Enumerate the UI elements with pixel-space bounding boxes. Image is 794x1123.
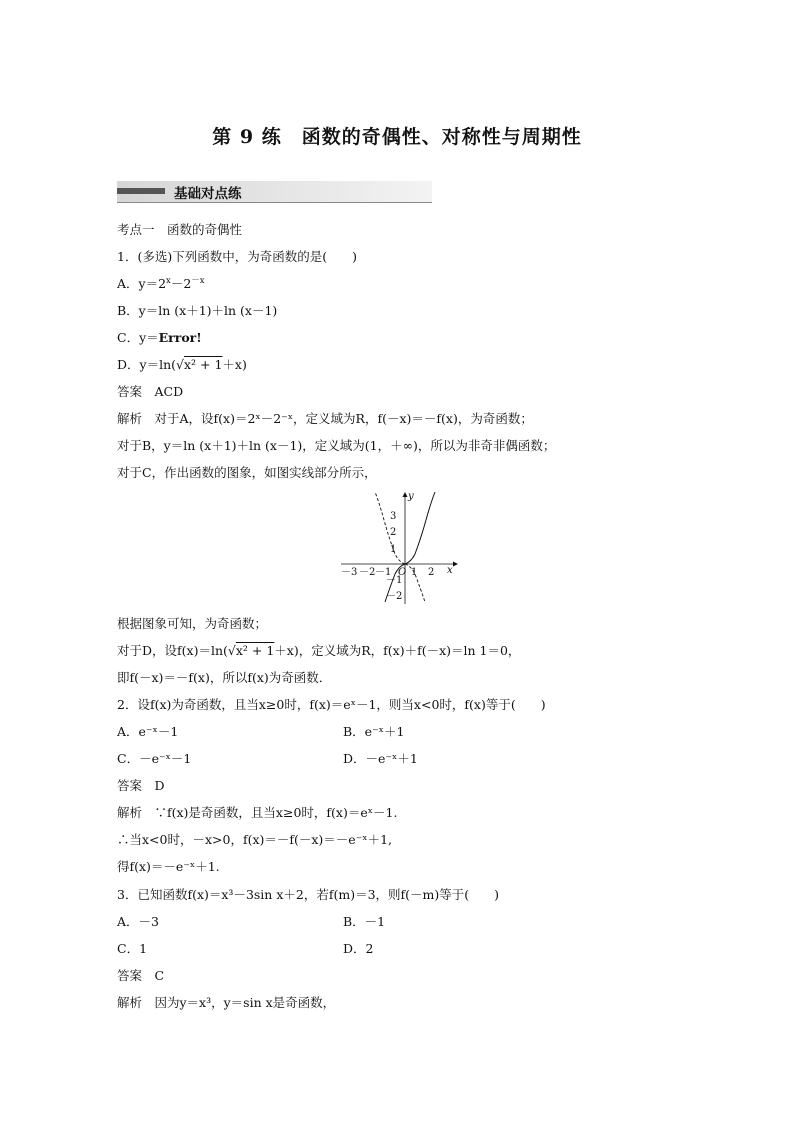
q1-option-a: A．$y=2^x-2^{-x}$ xyxy=(117,276,205,291)
x-tick-label: －3 xyxy=(341,567,358,578)
q1-stem: 1．(多选)下列函数中，为奇函数的是( ) xyxy=(117,249,357,264)
q3-option-c: C．1 xyxy=(117,941,148,956)
y-tick-label: －2 xyxy=(386,591,403,602)
radical-sign: √ xyxy=(227,643,236,658)
q2-solution-line: 解析 ∵f(x)是奇函数，且当x≥0时，f(x)＝eˣ－1. xyxy=(117,805,398,820)
q1-option-d: D．y＝ln(√x² + 1＋x) xyxy=(117,357,247,372)
q1-option-c: C．y＝Error! xyxy=(117,330,202,345)
y-tick-label: 2 xyxy=(390,527,397,538)
q2-option-c: C．－e⁻ˣ－1 xyxy=(117,751,192,766)
q2-answer: 答案 D xyxy=(117,778,165,793)
q2-option-b: B．e⁻ˣ＋1 xyxy=(343,724,405,739)
q1-answer: 答案 ACD xyxy=(117,384,184,399)
q2-option-a: A．e⁻ˣ－1 xyxy=(117,724,179,739)
q2-option-d: D．－e⁻ˣ＋1 xyxy=(343,751,418,766)
q3-solution-line: 解析 因为y＝x³，y＝sin x是奇函数， xyxy=(117,995,336,1010)
q3-option-d: D．2 xyxy=(343,941,374,956)
y-tick-label: 1 xyxy=(390,544,397,555)
q2-stem: 2．设f(x)为奇函数，且当x≥0时，f(x)＝eˣ－1，则当x<0时，f(x)等于( ) xyxy=(117,697,546,712)
page-title: 第 9 练 函数的奇偶性、对称性与周期性 xyxy=(212,126,582,148)
q3-option-a: A．－3 xyxy=(117,914,159,929)
q1-solution-line: 解析 对于A，设f(x)＝2ˣ－2⁻ˣ，定义域为R，f(－x)＝－f(x)，为奇函数； xyxy=(117,411,533,426)
x-axis-arrow xyxy=(453,562,458,567)
q2-solution-line: 得f(x)＝－e⁻ˣ＋1. xyxy=(117,859,220,874)
x-tick-label: －2 xyxy=(359,567,376,578)
section-rule xyxy=(117,202,432,203)
q3-answer: 答案 C xyxy=(117,968,165,983)
topic-heading: 考点一 函数的奇偶性 xyxy=(117,222,243,237)
y-tick-label: 3 xyxy=(390,511,397,522)
q1-solution-line: 即f(－x)＝－f(x)，所以f(x)为奇函数． xyxy=(117,670,332,685)
q1-solution-line: 对于C，作出函数的图象，如图实线部分所示， xyxy=(117,465,377,480)
y-axis-label: y xyxy=(408,491,414,502)
function-graph xyxy=(339,490,459,606)
q3-stem: 3．已知函数f(x)＝x³－3sin x＋2，若f(m)＝3，则f(－m)等于( ) xyxy=(117,887,500,902)
q1-solution-line: 对于B，y＝ln (x＋1)＋ln (x－1)，定义域为(1，＋∞)，所以为非奇非偶函数； xyxy=(117,438,556,453)
q1-solution-line: 根据图象可知，为奇函数； xyxy=(117,616,268,631)
q1-option-b: B．y＝ln (x＋1)＋ln (x－1) xyxy=(117,303,278,318)
solid-curve-right xyxy=(405,492,435,564)
section-marker xyxy=(117,188,165,194)
origin-label: O xyxy=(398,567,407,578)
section-header xyxy=(117,181,432,203)
x-tick-label: 2 xyxy=(428,567,435,578)
y-tick-label: －1 xyxy=(386,575,403,586)
y-axis-arrow xyxy=(403,492,408,497)
error-text: Error! xyxy=(158,330,202,345)
x-axis-label: x xyxy=(447,565,453,576)
q1-solution-line: 对于D，设f(x)＝ln(√x² + 1＋x)，定义域为R，f(x)＋f(－x)＝ln 1＝0， xyxy=(117,643,521,658)
radical-sign: √ xyxy=(176,357,184,372)
q2-solution-line: ∴当x<0时，－x>0，f(x)＝－f(－x)＝－e⁻ˣ＋1, xyxy=(117,832,393,847)
q3-option-b: B．－1 xyxy=(343,914,386,929)
x-tick-label: －1 xyxy=(375,567,392,578)
section-title: 基础对点练 xyxy=(174,186,242,202)
x-tick-label: 1 xyxy=(411,567,418,578)
